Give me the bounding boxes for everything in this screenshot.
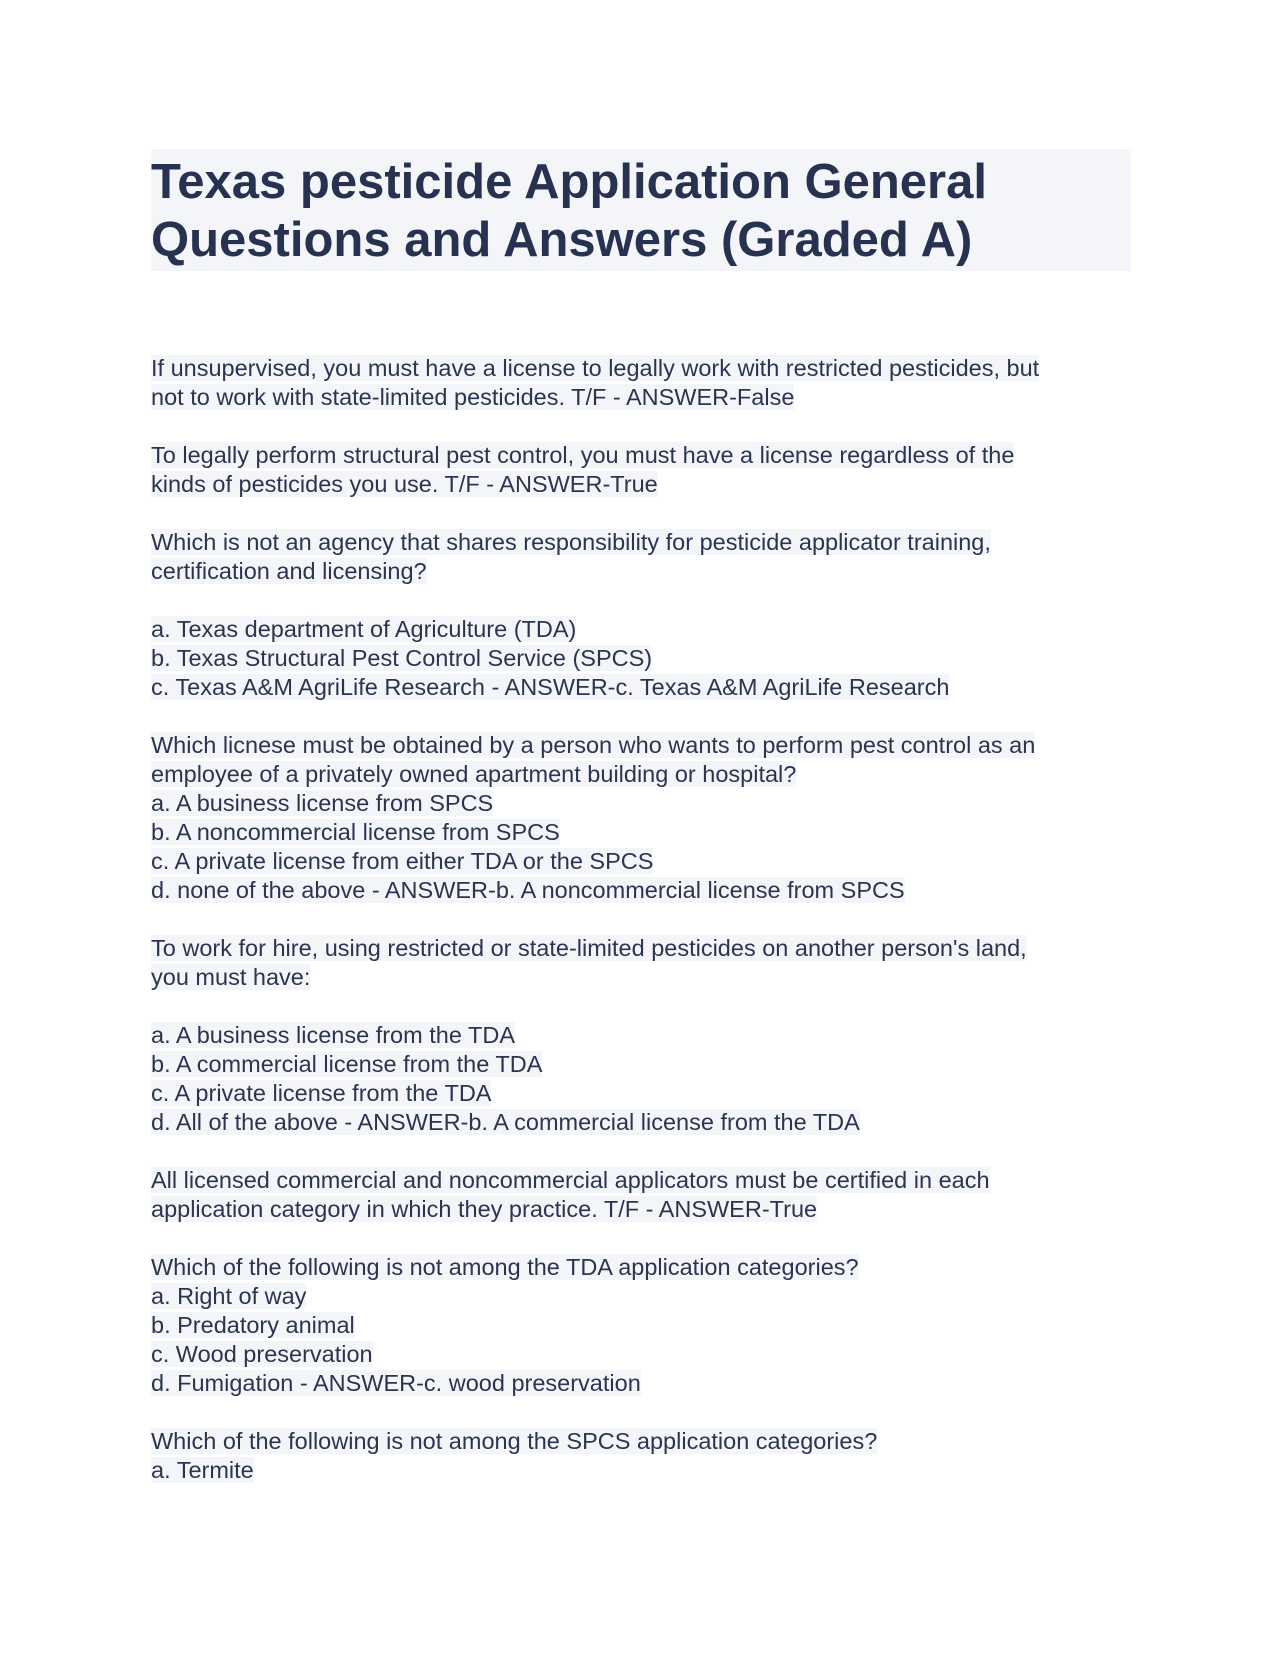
answer-option: b. A commercial license from the TDA [151,1051,543,1077]
answer-option: a. A business license from the TDA [151,1022,515,1048]
answer-option: b. Texas Structural Pest Control Service (SPCS) [151,645,653,671]
question-item [151,934,1131,1137]
question-item [151,1427,1131,1485]
question-text: certification and licensing? [151,558,427,584]
answer-option: c. Wood preservation [151,1341,373,1367]
question-text: To legally perform structural pest control, you must have a license regardless of the [151,442,1015,468]
title-line-2: Questions and Answers (Graded A) [151,213,973,267]
question-item [151,441,1131,499]
answer-option: d. Fumigation - ANSWER-c. wood preservation [151,1370,641,1396]
question-text: Which is not an agency that shares responsibility for pesticide applicator training, [151,529,991,555]
question-text: employee of a privately owned apartment building or hospital? [151,761,797,787]
answer-option: a. Right of way [151,1283,307,1309]
question-text: If unsupervised, you must have a license to legally work with restricted pesticides, but [151,355,1040,381]
question-text: Which of the following is not among the TDA application categories? [151,1254,859,1280]
answer-option: c. A private license from either TDA or the SPCS [151,848,654,874]
answer-option: d. none of the above - ANSWER-b. A noncommercial license from SPCS [151,877,905,903]
answer-option: b. Predatory animal [151,1312,355,1338]
question-list [151,354,1131,1485]
answer-option: a. A business license from SPCS [151,790,494,816]
question-item [151,1166,1131,1224]
answer-option: a. Texas department of Agriculture (TDA) [151,616,577,642]
question-text: application category in which they practice. T/F - ANSWER-True [151,1196,818,1222]
question-item [151,731,1131,905]
question-text: kinds of pesticides you use. T/F - ANSWER-True [151,471,658,497]
document-page [151,149,1131,1514]
answer-option: b. A noncommercial license from SPCS [151,819,560,845]
answer-option: a. Termite [151,1457,254,1483]
title-line-1: Texas pesticide Application General [151,155,987,209]
question-text: not to work with state-limited pesticides. T/F - ANSWER-False [151,384,795,410]
question-text: you must have: [151,964,311,990]
question-text: To work for hire, using restricted or state-limited pesticides on another person's land, [151,935,1027,961]
answer-option: d. All of the above - ANSWER-b. A commercial license from the TDA [151,1109,860,1135]
question-text: All licensed commercial and noncommercial applicators must be certified in each [151,1167,990,1193]
question-item [151,528,1131,702]
question-item [151,354,1131,412]
question-item [151,1253,1131,1398]
answer-option: c. Texas A&M AgriLife Research - ANSWER-c. Texas A&M AgriLife Research [151,674,950,700]
question-text: Which of the following is not among the SPCS application categories? [151,1428,878,1454]
document-title [151,149,1131,271]
question-text: Which licnese must be obtained by a person who wants to perform pest control as an [151,732,1036,758]
answer-option: c. A private license from the TDA [151,1080,492,1106]
